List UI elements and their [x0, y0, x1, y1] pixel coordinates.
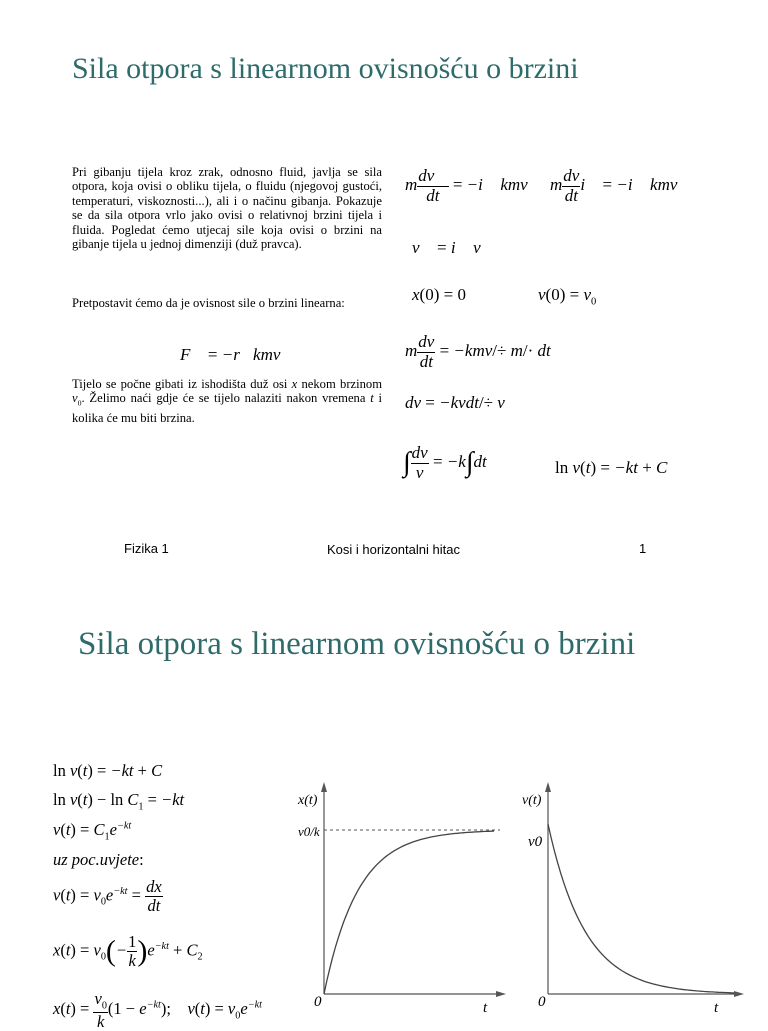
y-axis-arrow: [321, 782, 327, 792]
derivation-line-5: $v(t) = v_0e^{-kt}$ = $\frac{dx}{dt}$: [53, 877, 162, 916]
equation-velocity-vector: v⃗ = i⃗ v: [412, 238, 481, 257]
force-formula: F⃗ = −r⃗kmv: [180, 345, 281, 364]
problem-paragraph: Tijelo se počne gibati iz ishodišta duž osi x nekom brzinom $v_0$. Želimo naći gdje će se tijelo nalaziti nakon vremena t i kolika će mu biti brzina.: [72, 377, 383, 426]
x-axis-arrow: [734, 991, 744, 997]
x-axis-arrow: [496, 991, 506, 997]
position-ylabel: x(t): [298, 793, 318, 808]
derivation-line-1: ln v(t) = −kt + C: [53, 761, 163, 780]
velocity-ylabel: v(t): [522, 793, 542, 808]
asymptote-label: v0/k: [298, 824, 320, 839]
equation-initial-position: x(0) = 0: [412, 285, 466, 304]
derivation-line-2: $\ln v(t) - \ln C_1 = -kt$: [53, 790, 185, 813]
v0-label: v0: [528, 834, 543, 850]
assumption-paragraph: Pretpostavit ćemo da je ovisnost sile o brzini linearna:: [72, 296, 345, 310]
position-xlabel: t: [483, 1000, 488, 1016]
position-curve: [324, 831, 494, 994]
footer-page-number: 1: [639, 541, 647, 556]
equation-newton-scalar: m $\frac{dv}{dt}$ i⃗ = −i⃗ kmv: [550, 166, 678, 205]
position-graph: [290, 780, 510, 1024]
derivation-line-6: $x(t) = v_0(-$ $\frac{1}{k}$ )$e^{-kt} + C_2$: [53, 932, 203, 971]
equation-initial-velocity: $v(0) = v_0$: [538, 285, 597, 308]
y-axis-arrow: [545, 782, 551, 792]
derivation-initial-conditions: uz poc.uvjete:: [53, 850, 144, 869]
equation-integral: ∫ $\frac{dv}{v}$ = −k∫dt: [403, 443, 487, 482]
slide2-title: Sila otpora s linearnom ovisnošću o brzini: [78, 626, 636, 662]
equation-newton-vector: m $\frac{dv⃗}{dt}$ = −i⃗ kmv: [405, 166, 528, 205]
equation-divide-m: m $\frac{dv}{dt}$ = −kmv/÷ m/· dt: [405, 332, 551, 371]
derivation-line-3: $v(t) = C_1e^{-kt}$: [53, 820, 132, 843]
velocity-origin-label: 0: [538, 994, 546, 1010]
footer-course: Fizika 1: [124, 541, 169, 556]
velocity-graph: [518, 780, 768, 1024]
position-origin-label: 0: [314, 994, 322, 1010]
footer-topic: Kosi i horizontalni hitac: [327, 542, 460, 557]
equation-separate: dv = −kvdt/÷ v: [405, 393, 505, 412]
intro-paragraph: Pri gibanju tijela kroz zrak, odnosno fluid, javlja se sila otpora, koja ovisi o obliku tijela, o fluidu (njegovoj gustoći, temperaturi, viskoznosti...), ali i o načinu gibanja. Pokazuje se da sila otpora vrlo jako ovisi o relativnoj brzini tijela i fluida. Pogledat ćemo utjecaj sile koja ovisi o brzini na gibanje tijela u jednoj dimenziji (duž pravca).: [72, 165, 382, 252]
velocity-xlabel: t: [714, 1000, 719, 1016]
slide1-title: Sila otpora s linearnom ovisnošću o brzini: [72, 52, 579, 85]
velocity-curve: [548, 824, 734, 993]
equation-log-result: ln v(t) = −kt + C: [555, 458, 668, 477]
derivation-final: x(t) = $\frac{v_0}{k}$ $(1 - e^{-kt})$; $v(t) = v_0e^{-kt}$: [53, 989, 262, 1031]
